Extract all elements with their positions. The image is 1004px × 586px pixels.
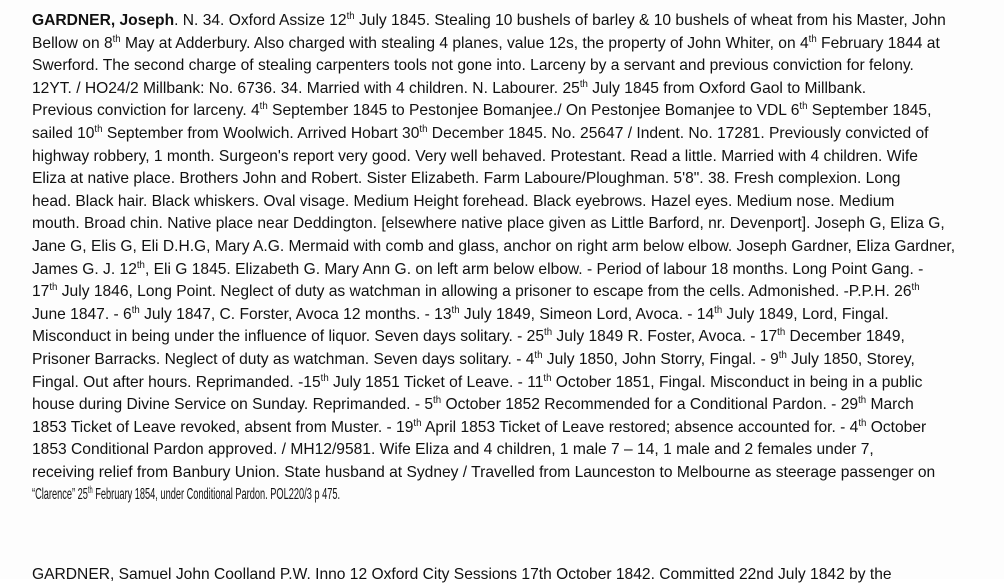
text-run: James G. J. 12: [32, 260, 137, 278]
text-run: September 1845,: [807, 102, 932, 120]
text-run: Prisoner Barracks. Neglect of duty as watchman. Seven days solitary. - 4: [32, 350, 535, 368]
record-line: [32, 100, 978, 123]
ordinal-suffix: th: [808, 33, 817, 45]
text-run: December 1849,: [785, 328, 905, 346]
ordinal-suffix: th: [413, 417, 422, 429]
text-run: Previous conviction for larceny. 4: [32, 102, 260, 120]
text-run: July 1847, C. Forster, Avoca 12 months. - 13: [139, 305, 452, 323]
text-run: July 1851 Ticket of Leave. - 11: [328, 373, 544, 391]
ordinal-suffix: th: [131, 304, 140, 316]
ordinal-suffix: th: [112, 33, 121, 45]
text-run: July 1845. Stealing 10 bushels of barley & 10 bushels of wheat from his Master, John: [354, 12, 946, 29]
ordinal-suffix: th: [94, 123, 103, 135]
ordinal-suffix: th: [544, 327, 553, 339]
text-run: October 1852 Recommended for a Conditional Pardon. - 29: [441, 396, 859, 414]
text-run: mouth. Broad chin. Native place near Deddington. [elsewhere native place given as Little Barford, nr. Devenport]. Joseph G, Eliza G,: [32, 215, 945, 233]
record-line: [32, 304, 978, 327]
text-run: July 1849, Lord, Fingal.: [722, 305, 889, 323]
text-run: July 1846, Long Point. Neglect of duty as watchman in allowing a prisoner to escape from the cells. Admonished. -P.P.H. 26: [57, 283, 912, 301]
text-run: Eliza at native place. Brothers John and Robert. Sister Elizabeth. Farm Laboure/Ploughman. 5'8". 38. Fresh complexion. Long: [32, 170, 901, 188]
text-run: head. Black hair. Black whiskers. Oval visage. Medium Height forehead. Black eyebrows. Hazel eyes. Medium nose. Medium: [32, 192, 895, 210]
text-run: house during Divine Service on Sunday. Reprimanded. - 5: [32, 396, 434, 414]
record-line: [32, 326, 978, 349]
text-run: April 1853 Ticket of Leave restored; absence accounted for. - 4: [421, 418, 859, 436]
text-run: Jane G, Elis G, Eli D.H.G, Mary A.G. Mermaid with comb and glass, anchor on right arm below elbow. Joseph Gardner, Eliza Gardner,: [32, 237, 956, 255]
ordinal-suffix: th: [778, 349, 787, 361]
text-run: 1853 Conditional Pardon approved. / MH12/9581. Wife Eliza and 4 children, 1 male 7 – 14, 1 male and 2 females under 7,: [32, 441, 874, 459]
ordinal-suffix: th: [320, 372, 329, 384]
record-line: [32, 213, 978, 236]
record-line: [32, 146, 978, 169]
record-line: [32, 78, 978, 101]
record-line: [32, 236, 978, 259]
record-line: [32, 484, 592, 507]
ordinal-suffix: th: [534, 349, 543, 361]
text-run: 12YT. / HO24/2 Millbank: No. 6736. 34. Married with 4 children. N. Labourer. 25: [32, 79, 580, 97]
ordinal-suffix: th: [419, 123, 428, 135]
text-run: February 1854, under Conditional Pardon. POL220/3 p 475.: [92, 486, 341, 504]
text-run: July 1845 from Oxford Gaol to Millbank.: [587, 79, 867, 97]
ordinal-suffix: th: [714, 304, 723, 316]
text-run: , Eli G 1845. Elizabeth G. Mary Ann G. on left arm below elbow. - Period of labour 18 months. Long Point Gang. -: [144, 260, 924, 278]
text-run: October 1851, Fingal. Misconduct in being in a public: [551, 373, 923, 391]
ordinal-suffix: th: [777, 327, 786, 339]
ordinal-suffix: th: [87, 485, 93, 497]
ordinal-suffix: th: [136, 259, 145, 271]
ordinal-suffix: th: [543, 372, 552, 384]
text-run: receiving relief from Banbury Union. State husband at Sydney / Travelled from Launceston to Melbourne as steerage passenger on: [32, 463, 936, 481]
text-run: Misconduct in being under the influence of liquor. Seven days solitary. - 25: [32, 328, 545, 346]
ordinal-suffix: th: [49, 281, 58, 293]
text-run: . N. 34. Oxford Assize 12: [174, 12, 347, 29]
text-run: “Clarence” 25: [32, 486, 88, 504]
text-run: 1853 Ticket of Leave revoked, absent from Muster. - 19: [32, 418, 414, 436]
record-line: [32, 281, 978, 304]
ordinal-suffix: th: [451, 304, 460, 316]
ordinal-suffix: th: [346, 10, 355, 22]
convict-record: [32, 10, 978, 507]
text-run: October: [866, 418, 927, 436]
text-run: February 1844 at: [816, 34, 940, 52]
record-line: [32, 417, 978, 440]
record-line: [32, 10, 978, 33]
ordinal-suffix: th: [579, 78, 588, 90]
text-run: May at Adderbury. Also charged with stealing 4 planes, value 12s, the property of John Whiter, on 4: [120, 34, 809, 52]
text-run: March: [866, 396, 914, 414]
record-line: [32, 168, 978, 191]
text-run: Fingal. Out after hours. Reprimanded. -15: [32, 373, 321, 391]
record-line: [32, 55, 978, 78]
ordinal-suffix: th: [433, 394, 442, 406]
record-line: [32, 191, 978, 214]
convict-name: GARDNER, Joseph: [32, 12, 175, 29]
text-run: September from Woolwich. Arrived Hobart 30: [102, 124, 420, 142]
ordinal-suffix: th: [858, 394, 867, 406]
text-run: December 1845. No. 25647 / Indent. No. 17281. Previously convicted of: [427, 124, 929, 142]
text-run: July 1850, Storey,: [786, 350, 915, 368]
ordinal-suffix: th: [259, 101, 268, 113]
text-run: Bellow on 8: [32, 34, 113, 52]
text-run: Swerford. The second charge of stealing carpenters tools not gone into. Larceny by a servant and previous conviction for felony.: [32, 57, 914, 75]
text-run: September 1845 to Pestonjee Bomanjee./ On Pestonjee Bomanjee to VDL 6: [267, 102, 800, 120]
record-line: [32, 123, 978, 146]
record-line: [32, 462, 978, 485]
text-run: 17: [32, 283, 50, 301]
record-line: [32, 439, 978, 462]
record-line: [32, 394, 978, 417]
record-line: [32, 349, 978, 372]
text-run: July 1849 R. Foster, Avoca. - 17: [552, 328, 778, 346]
text-run: July 1849, Simeon Lord, Avoca. - 14: [459, 305, 715, 323]
text-run: June 1847. - 6: [32, 305, 132, 323]
text-run: July 1850, John Storry, Fingal. - 9: [542, 350, 779, 368]
ordinal-suffix: th: [911, 281, 920, 293]
record-line: [32, 33, 978, 56]
record-line: [32, 372, 978, 395]
text-run: sailed 10: [32, 124, 95, 142]
record-line: [32, 259, 978, 282]
ordinal-suffix: th: [858, 417, 867, 429]
text-run: highway robbery, 1 month. Surgeon's report very good. Very well behaved. Protestant. Read a little. Married with 4 children. Wife: [32, 147, 918, 165]
next-entry-partial: GARDNER, Samuel John Coolland P.W. Inno 12 Oxford City Sessions 17th October 1842. Committed 22nd July 1842 by the: [32, 566, 892, 583]
ordinal-suffix: th: [799, 101, 808, 113]
